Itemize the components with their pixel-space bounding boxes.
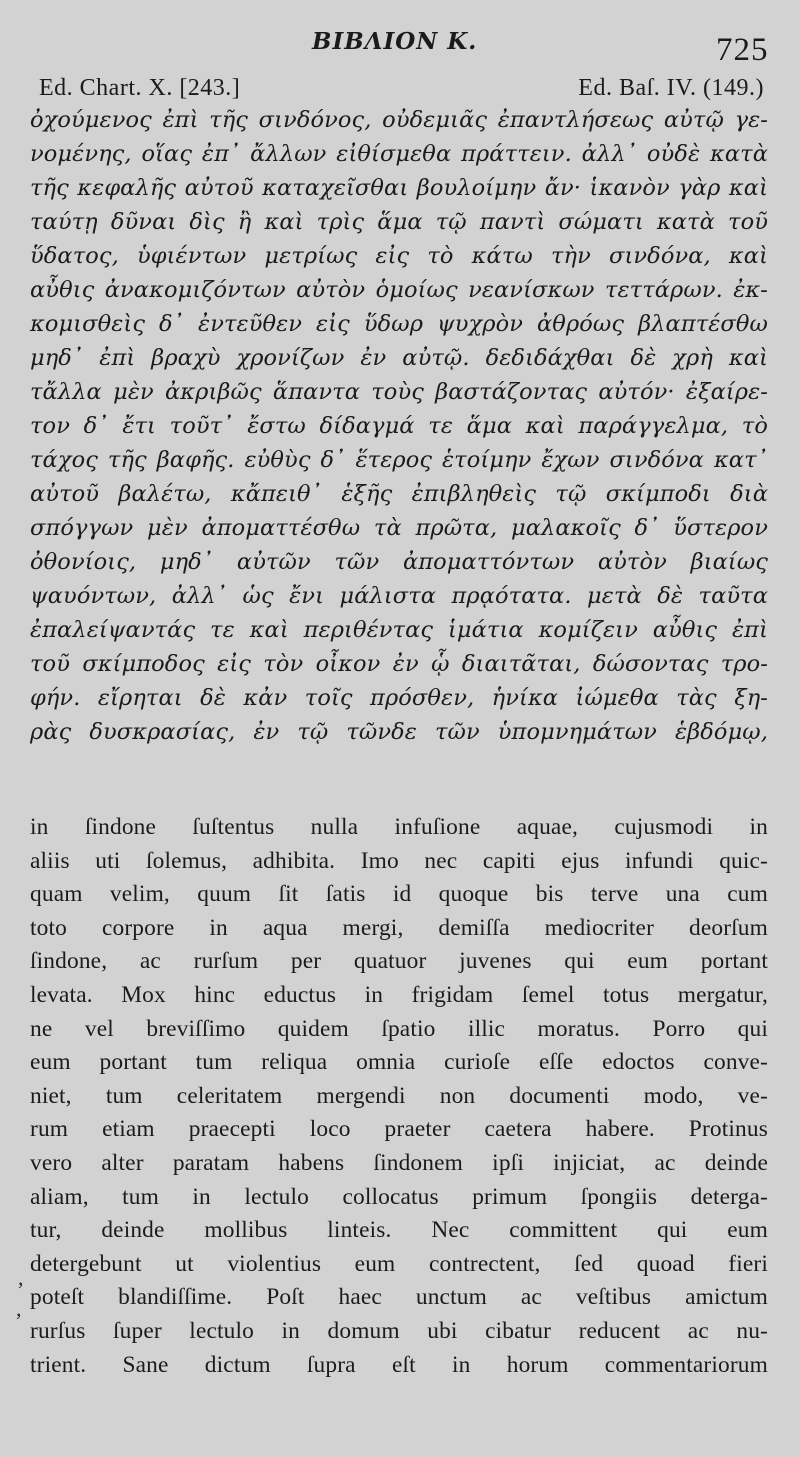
latin-text-line: aliis uti ſolemus, adhibita. Imo nec capiti ejus infundi quic-	[30, 847, 768, 874]
greek-text-line: σπόγγων μὲν ἀποματτέσθω τὰ πρῶτα, μαλακοῖς δ᾽ ὕστερον	[30, 515, 768, 541]
greek-text-line: τοῦ σκίμποδος εἰς τὸν οἶκον ἐν ᾧ διαιτᾶται, δώσοντας τρο-	[30, 651, 768, 677]
greek-text-line: τάχος τῆς βαφῆς. εὐθὺς δ᾽ ἕτερος ἑτοίμην ἔχων σινδόνα κατ᾽	[30, 447, 768, 473]
edition-reference-right: Ed. Baſ. IV. (149.)	[578, 75, 764, 101]
margin-mark: ,	[16, 1296, 22, 1321]
greek-text-line: ὕδατος, ὑφιέντων μετρίως εἰς τὸ κάτω τὴν σινδόνα, καὶ	[30, 243, 768, 269]
page-number: 725	[716, 32, 769, 68]
latin-text-line: quam velim, quum ſit ſatis id quoque bis terve una cum	[30, 881, 768, 908]
latin-text-line: aliam, tum in lectulo collocatus primum ſpongiis deterga-	[30, 1183, 768, 1210]
latin-text-line: trient. Sane dictum ſupra eſt in horum commentariorum	[30, 1351, 768, 1378]
margin-mark: ,	[18, 1265, 24, 1290]
latin-text-line: niet, tum celeritatem mergendi non documenti modo, ve-	[30, 1082, 768, 1109]
greek-text-line: ὀθονίοις, μηδ᾽ αὐτῶν τῶν ἀποματτόντων αὐτὸν βιαίως	[30, 549, 768, 575]
latin-text-line: eum portant tum reliqua omnia curioſe eſſe edoctos conve-	[30, 1049, 768, 1076]
greek-text-line: τἄλλα μὲν ἀκριβῶς ἅπαντα τοὺς βαστάζοντας αὐτόν· ἐξαίρε-	[30, 379, 768, 405]
running-title: ΒΙΒΛΙΟΝ Κ.	[312, 28, 478, 55]
latin-text-line: poteſt blandiſſime. Poſt haec unctum ac veſtibus amictum	[30, 1284, 768, 1311]
latin-text-line: levata. Mox hinc eductus in frigidam ſemel totus mergatur,	[30, 981, 768, 1008]
latin-text-line: toto corpore in aqua mergi, demiſſa mediocriter deorſum	[30, 914, 768, 941]
latin-text-line: rum etiam praecepti loco praeter caetera habere. Protinus	[30, 1116, 768, 1143]
greek-text-line: τον δ᾽ ἔτι τοῦτ᾽ ἔστω δίδαγμά τε ἅμα καὶ παράγγελμα, τὸ	[30, 413, 768, 439]
greek-text-line: μηδ᾽ ἐπὶ βραχὺ χρονίζων ἐν αὐτῷ. δεδιδάχθαι δὲ χρὴ καὶ	[30, 345, 768, 371]
greek-text-line: ἐπαλείψαντάς τε καὶ περιθέντας ἱμάτια κομίζειν αὖθις ἐπὶ	[30, 617, 768, 643]
latin-text-line: detergebunt ut violentius eum contrectent, ſed quoad fieri	[30, 1250, 768, 1277]
greek-text-line: ρὰς δυσκρασίας, ἐν τῷ τῶνδε τῶν ὑπομνημάτων ἑβδόμῳ,	[30, 719, 768, 745]
greek-text-line: νομένης, οἵας ἐπ᾽ ἄλλων εἰθίσμεθα πράττειν. ἀλλ᾽ οὐδὲ κατὰ	[30, 141, 768, 167]
greek-text-line: κομισθεὶς δ᾽ ἐντεῦθεν εἰς ὕδωρ ψυχρὸν ἀθρόως βλαπτέσθω	[30, 311, 768, 337]
latin-text-line: ne vel breviſſimo quidem ſpatio illic moratus. Porro qui	[30, 1015, 768, 1042]
greek-text-block	[30, 103, 768, 749]
greek-text-line: ὀχούμενος ἐπὶ τῆς σινδόνος, οὐδεμιᾶς ἐπαντλήσεως αὐτῷ γε-	[30, 107, 768, 133]
latin-text-line: in ſindone ſuſtentus nulla infuſione aquae, cujusmodi in	[30, 814, 768, 840]
edition-reference-left: Ed. Chart. X. [243.]	[39, 75, 241, 101]
greek-text-line: φήν. εἴρηται δὲ κἀν τοῖς πρόσθεν, ἡνίκα ἰώμεθα τὰς ξη-	[30, 685, 768, 711]
greek-text-line: αὐτοῦ βαλέτω, κἄπειθ᾽ ἑξῆς ἐπιβληθεὶς τῷ σκίμποδι διὰ	[30, 481, 768, 507]
latin-text-block	[30, 811, 768, 1382]
latin-text-line: tur, deinde mollibus linteis. Nec committent qui eum	[30, 1217, 768, 1244]
greek-text-line: ψαυόντων, ἀλλ᾽ ὡς ἔνι μάλιστα πρᾳότατα. μετὰ δὲ ταῦτα	[30, 583, 768, 609]
greek-text-line: τῆς κεφαλῆς αὐτοῦ καταχεῖσθαι βουλοίμην ἄν· ἱκανὸν γὰρ καὶ	[30, 175, 768, 201]
latin-text-line: ſindone, ac rurſum per quatuor juvenes qui eum portant	[30, 948, 768, 975]
greek-text-line: ταύτῃ δῦναι δὶς ἢ καὶ τρὶς ἅμα τῷ παντὶ σώματι κατὰ τοῦ	[30, 209, 768, 235]
latin-text-line: vero alter paratam habens ſindonem ipſi injiciat, ac deinde	[30, 1149, 768, 1176]
greek-text-line: αὖθις ἀνακομιζόντων αὐτὸν ὁμοίως νεανίσκων τεττάρων. ἐκ-	[30, 277, 768, 303]
latin-text-line: rurſus ſuper lectulo in domum ubi cibatur reducent ac nu-	[30, 1317, 768, 1344]
